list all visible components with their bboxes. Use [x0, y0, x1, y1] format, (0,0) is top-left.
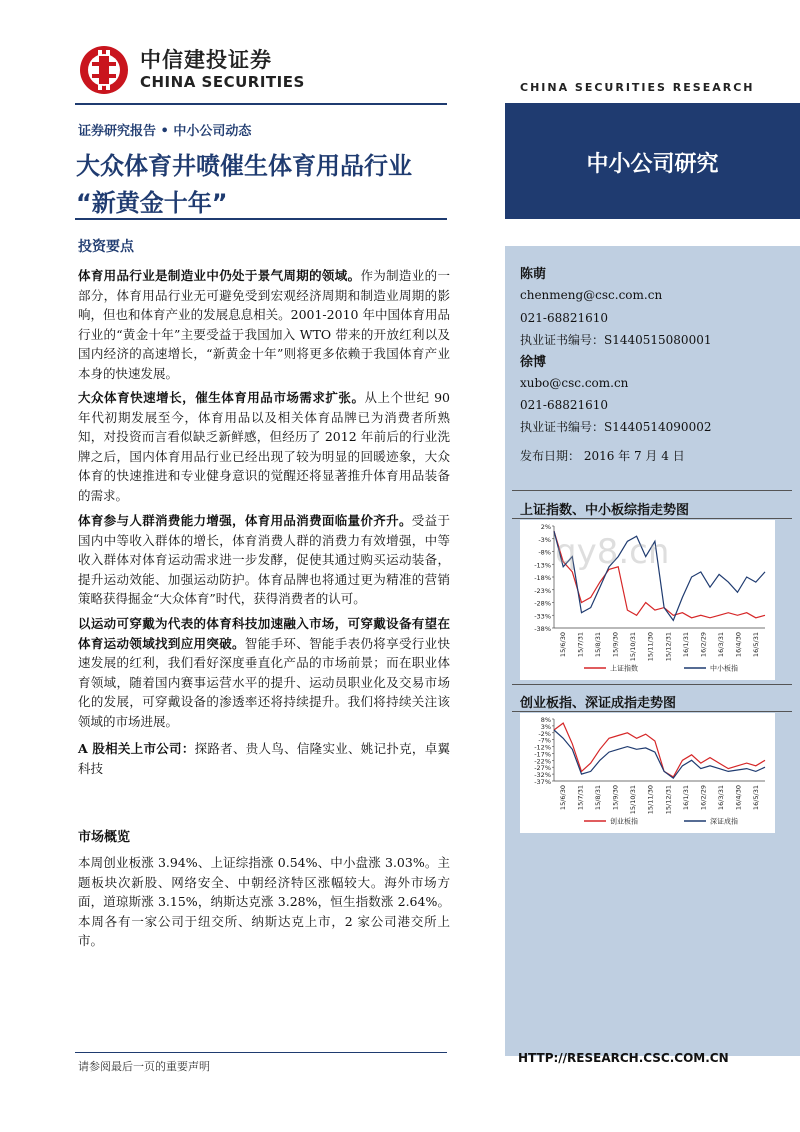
author-phone: 021-68821610: [520, 311, 609, 325]
author-email[interactable]: xubo@csc.com.cn: [520, 376, 629, 390]
y-tick-label: -17%: [534, 750, 551, 759]
y-tick-label: -27%: [534, 764, 551, 773]
x-tick-label: 15/7/31: [576, 785, 585, 811]
category-tag: 中小公司研究: [586, 152, 719, 177]
x-tick-label: 16/5/31: [752, 632, 761, 658]
chart-rule: [512, 711, 792, 712]
y-tick-label: -12%: [534, 743, 551, 752]
x-tick-label: 16/1/31: [681, 785, 690, 811]
y-tick-label: -28%: [534, 599, 551, 608]
y-tick-label: -13%: [534, 561, 551, 570]
brand-name-cn: 中信建投证券: [140, 48, 272, 72]
paragraph: [78, 511, 450, 609]
footer-note: 请参阅最后一页的重要声明: [78, 1060, 210, 1073]
report-title-line2: “新黄金十年”: [76, 189, 228, 217]
author-cert: 执业证书编号：S1440515080001: [520, 333, 712, 347]
x-tick-label: 15/11/30: [646, 632, 655, 662]
x-tick-label: 15/9/30: [611, 632, 620, 658]
y-tick-label: -23%: [534, 586, 551, 595]
report-type: 证券研究报告 • 中小公司动态: [78, 124, 252, 139]
x-tick-label: 15/6/30: [558, 632, 567, 658]
y-tick-label: -32%: [534, 771, 551, 780]
author-email[interactable]: chenmeng@csc.com.cn: [520, 288, 663, 302]
paragraph: [78, 614, 450, 731]
title-rule: [75, 218, 447, 220]
chart-title: 上证指数、中小板综指走势图: [520, 503, 690, 518]
watermark: qy8.cn: [555, 532, 670, 572]
x-tick-label: 16/3/31: [717, 785, 726, 811]
paragraph-lead: 大众体育快速增长，催生体育用品市场需求扩张。: [78, 390, 365, 405]
y-tick-label: -7%: [538, 736, 551, 745]
report-title-line1: 大众体育井喷催生体育用品行业: [76, 152, 412, 180]
paragraph-lead: 体育用品行业是制造业中仍处于景气周期的领域。: [78, 268, 361, 283]
chart-rule: [512, 518, 792, 519]
publish-date: 发布日期： 2016 年 7 月 4 日: [520, 449, 685, 463]
x-tick-label: 16/3/31: [717, 632, 726, 658]
y-tick-label: -22%: [534, 757, 551, 766]
footer-rule: [75, 1052, 447, 1053]
y-tick-label: -37%: [534, 778, 551, 786]
legend-label: 创业板指: [610, 817, 638, 826]
x-tick-label: 15/8/31: [593, 632, 602, 658]
section-title: 投资要点: [78, 239, 134, 255]
paragraph-body: 探路者、贵人鸟、信隆实业、姚记扑克，卓翼科技: [78, 741, 450, 776]
x-tick-label: 16/1/31: [681, 632, 690, 658]
x-tick-label: 15/7/31: [576, 632, 585, 658]
chart-2: [520, 713, 775, 833]
brand-name-en: CHINA SECURITIES: [140, 73, 305, 91]
paragraph-lead: A 股相关上市公司：: [78, 741, 195, 756]
csc-logo-icon: [78, 44, 130, 96]
series-line-1: [554, 723, 765, 777]
author-phone: 021-68821610: [520, 398, 609, 412]
y-tick-label: 2%: [540, 523, 551, 531]
paragraph-lead: 以运动可穿戴为代表的体育科技加速融入市场，可穿戴设备有望在体育运动领域找到应用突破。: [78, 616, 450, 651]
x-tick-label: 15/12/31: [664, 632, 673, 662]
x-tick-label: 15/11/30: [646, 785, 655, 815]
paragraph-body: 作为制造业的一部分，体育用品行业无可避免受到宏观经济周期和制造业周期的影响，但也和体育产业的发展息息相关。2001-2010 年中国体育用品行业的“黄金十年”主要受益于我国加入 WTO 带来的开放红利以及国内经济的高速增长，“新黄金十年”则将更多依赖于我国体育产业本身的快速发展。: [78, 268, 450, 381]
y-tick-label: -3%: [538, 535, 551, 544]
paragraph-body: 智能手环、智能手表仍将享受行业快速发展的红利，我们看好深度垂直化产品的市场前景；而在职业体育领域，随着国内赛事运营水平的提升、运动员职业化及交易市场化的发展，可穿戴设备的渗透率还将持续提升。我们将持续关注该领域的市场进展。: [78, 635, 450, 729]
y-tick-label: 8%: [540, 716, 551, 724]
x-tick-label: 15/10/31: [629, 632, 638, 662]
paragraph: [78, 739, 450, 778]
x-tick-label: 16/4/30: [734, 632, 743, 658]
x-tick-label: 15/10/31: [629, 785, 638, 815]
x-tick-label: 15/8/31: [593, 785, 602, 811]
market-title: 市场概览: [78, 830, 131, 845]
y-tick-label: -38%: [534, 625, 551, 633]
author-name: 陈萌: [520, 267, 547, 282]
paragraph: [78, 388, 450, 505]
paragraph-lead: 体育参与人群消费能力增强，体育用品消费面临量价齐升。: [78, 513, 412, 528]
y-tick-label: -8%: [538, 548, 551, 557]
chart-rule: [512, 684, 792, 685]
legend-label: 深证成指: [710, 817, 738, 826]
paragraph-body: 受益于国内中等收入群体的增长，体育消费人群的消费力有效增强，中等收入群体对体育运动需求进一步发酵，促使其通过购买运动装备，提升运动效能、加强运动防护。体育品牌也将通过更为精准的营销策略获得掘金“大众体育”时代，获得消费者的认可。: [78, 513, 450, 606]
legend-label: 中小板指: [710, 664, 738, 673]
y-tick-label: 3%: [540, 722, 551, 731]
research-label: CHINA SECURITIES RESEARCH: [520, 81, 755, 94]
x-tick-label: 16/2/29: [699, 632, 708, 658]
paragraph: [78, 266, 450, 383]
y-tick-label: -18%: [534, 574, 551, 582]
y-tick-label: -33%: [534, 612, 551, 621]
x-tick-label: 15/12/31: [664, 785, 673, 815]
author-cert: 执业证书编号：S1440514090002: [520, 420, 712, 434]
x-tick-label: 15/9/30: [611, 785, 620, 811]
paragraph-body: 从上个世纪 90 年代初期发展至今，体育用品以及相关体育品牌已为消费者所熟知，对投资而言看似缺乏新鲜感，但经历了 2012 年前后的行业洗牌之后，国内体育用品行业已经出现了较为明显的回暖迹象，大众体育的快速推进和专业健身意识的觉醒还将显著推升体育用品装备的需求。: [78, 390, 450, 503]
x-tick-label: 15/6/30: [558, 785, 567, 811]
legend-label: 上证指数: [610, 664, 638, 673]
x-tick-label: 16/2/29: [699, 785, 708, 811]
x-tick-label: 16/5/31: [752, 785, 761, 811]
market-text: 本周创业板涨 3.94%、上证综指涨 0.54%、中小盘涨 3.03%。主题板块次新股、网络安全、中朝经济特区涨幅较大。海外市场方面，道琼斯涨 3.15%，纳斯达克涨 3.28%，恒生指数涨 2.64%。本周各有一家公司于纽交所、纳斯达克上市，2 家公司港交所上市。: [78, 855, 450, 948]
research-url[interactable]: HTTP://RESEARCH.CSC.COM.CN: [518, 1051, 729, 1065]
chart-rule: [512, 490, 792, 491]
y-tick-label: -2%: [538, 729, 551, 738]
header-rule: [75, 103, 447, 105]
series-line-2: [554, 730, 765, 778]
chart-title: 创业板指、深证成指走势图: [520, 696, 677, 711]
x-tick-label: 16/4/30: [734, 785, 743, 811]
author-name: 徐博: [520, 355, 547, 370]
